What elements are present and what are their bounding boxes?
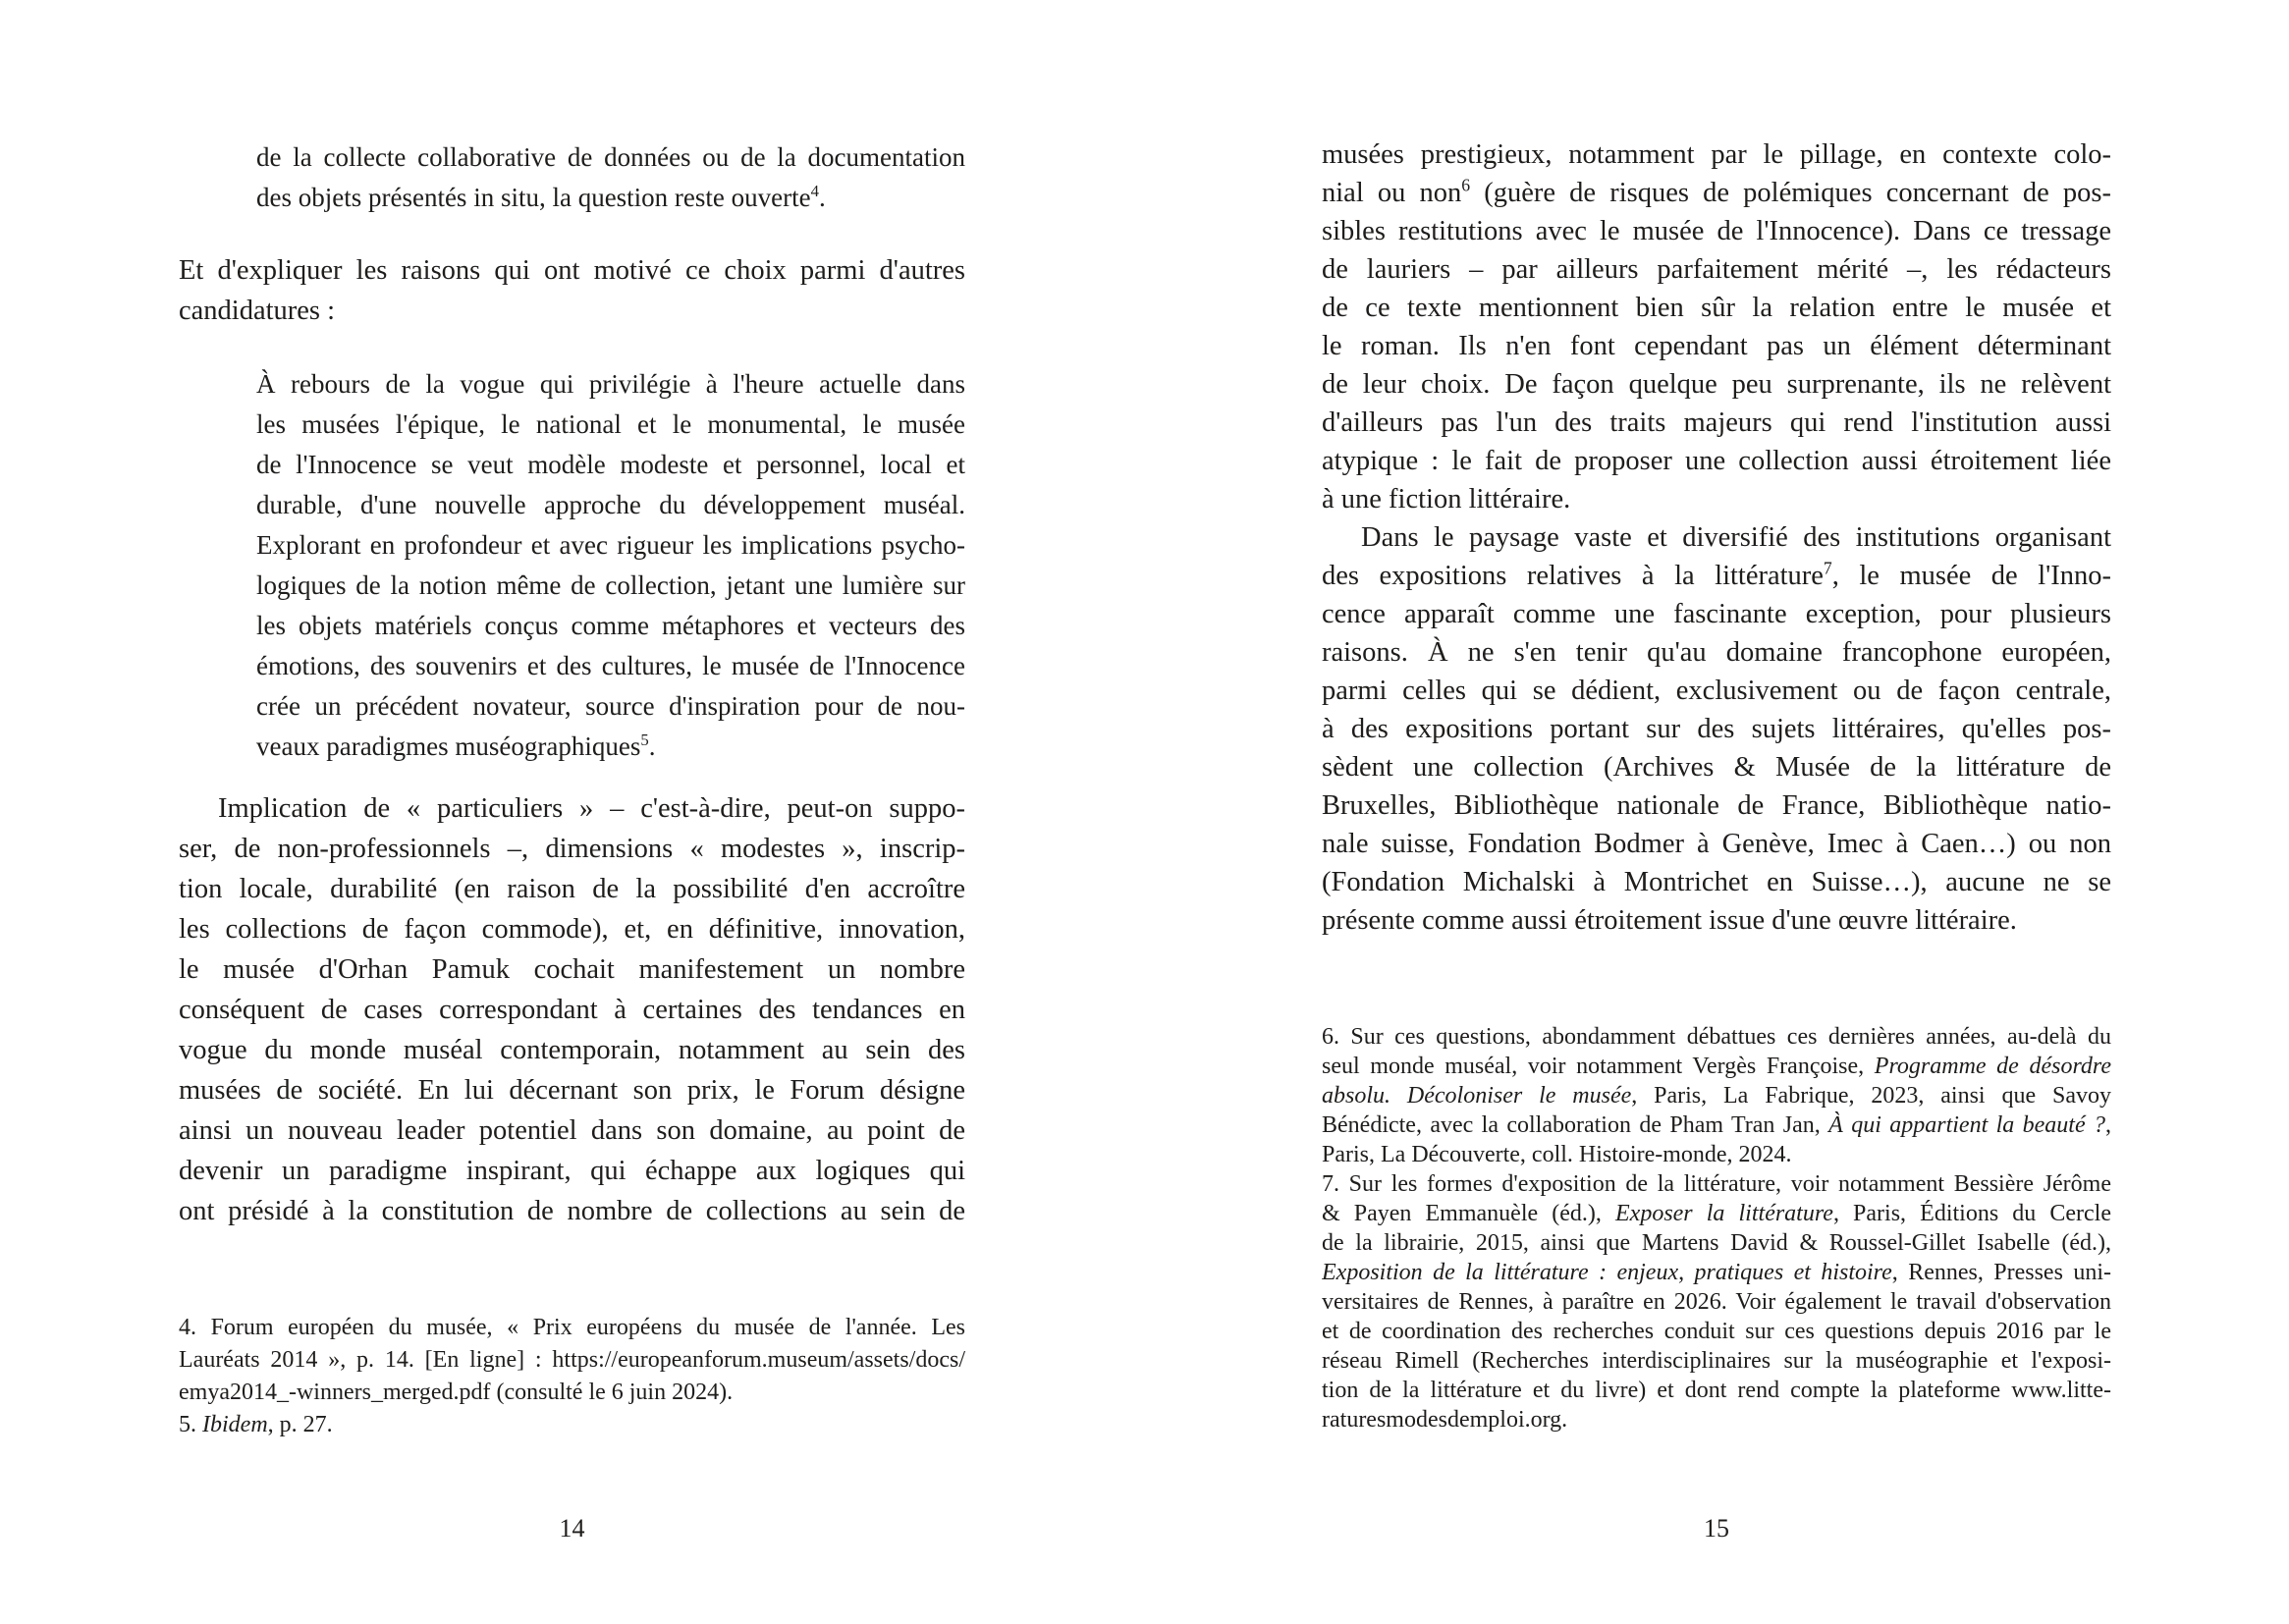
body-paragraph-2: Dans le paysage vaste et diversifié des institutions organisant des expositions relatives à la littérature$^7$, le musée de l'Inno- cence apparaît comme une fascinante exception, pour plusieurs raisons. À ne s'en tenir qu'au domaine francophone européen, parmi celles qui se dédient, exclusivement ou de façon centrale, à des expositions portant sur des sujets littéraires, qu'elles pos- sèdent une collection (Archives & Musée de la littérature de Bruxelles, Bibliothèque nationale de France, Bibliothèque natio- nale suisse, Fondation Bodmer à Genève, Imec à Caen…) ou non (Fondation Michalski à Montrichet en Suisse…), aucune ne se présente comme aussi étroitement issue d'une œuvre littéraire. [1322, 522, 2111, 936]
footnote-4: 4. Forum européen du musée, « Prix européens du musée de l'année. Les Lauréats 2014 », p. 14. [En ligne] : https://europeanforum.museum/assets/docs/ emya2014_-winners_merged.pdf (consulté le 6 juin 2024). [179, 1315, 965, 1405]
body-paragraph: Implication de « particuliers » – c'est-à-dire, peut-on suppo- ser, de non-professionnels –, dimensions « modestes », inscrip- tion locale, durabilité (en raison de la possibilité d'en accroître les collections de façon commode), et, en définitive, innovation, le musée d'Orhan Pamuk cochait manifestement un nombre conséquent de cases correspondant à certaines des tendances en vogue du monde muséal contemporain, notamment au sein des musées de société. En lui décernant son prix, le Forum désigne ainsi un nouveau leader potentiel dans son domaine, au point de devenir un paradigme inspirant, qui échappe aux logiques qui ont présidé à la constitution de nombre de collections au sein de [179, 793, 965, 1226]
blockquote-continuation: de la collecte collaborative de données ou de la documentation des objets présentés in situ, la question reste ouverte$^4$. [256, 142, 965, 212]
footnote-6: 6. Sur ces questions, abondamment débattues ces dernières années, au-delà du seul monde muséal, voir notamment Vergès Françoise, Programme de désordre absolu. Décoloniser le musée, Paris, La Fabrique, 2023, ainsi que Savoy Bénédicte, avec la collaboration de Pham Tran Jan, À qui appartient la beauté ?, Paris, La Découverte, coll. Histoire-monde, 2024. [1322, 1024, 2111, 1167]
page-number-right: 15 [1704, 1514, 1729, 1543]
footnote-5: 5. Ibidem, p. 27. [179, 1412, 333, 1437]
page-number-left: 14 [559, 1514, 585, 1543]
footnote-7: 7. Sur les formes d'exposition de la littérature, voir notamment Bessière Jérôme & Payen Emmanuèle (éd.), Exposer la littérature, Paris, Éditions du Cercle de la librairie, 2015, ainsi que Martens David & Roussel-Gillet Isabelle (éd.), Exposition de la littérature : enjeux, pratiques et histoire, Rennes, Presses uni- versitaires de Rennes, à paraître en 2026. Voir également le travail d'observation et de coordination des recherches conduit sur ces questions depuis 2016 par le réseau Rimell (Recherches interdisciplinaires sur la muséographie et l'exposi- tion de la littérature et du livre) et dont rend compte la plateforme www.litte- raturesmodesdemploi.org. [1322, 1171, 2111, 1433]
block-quote: À rebours de la vogue qui privilégie à l'heure actuelle dans les musées l'épique, le national et le monumental, le musée de l'Innocence se veut modèle modeste et personnel, local et durable, d'une nouvelle approche du développement muséal. Explorant en profondeur et avec rigueur les implications psycho- logiques de la notion même de collection, jetant une lumière sur les objets matériels conçus comme métaphores et vecteurs des émotions, des souvenirs et des cultures, le musée de l'Innocence crée un précédent novateur, source d'inspiration pour de nou- veaux paradigmes muséographiques$^5$. [256, 369, 965, 761]
body-paragraph-continued: musées prestigieux, notamment par le pillage, en contexte colo- nial ou non$^6$ (guère de risques de polémiques concernant de pos- sibles restitutions avec le musée de l'Innocence). Dans ce tressage de lauriers – par ailleurs parfaitement mérité –, les rédacteurs de ce texte mentionnent bien sûr la relation entre le musée et le roman. Ils n'en font cependant pas un élément déterminant de leur choix. De façon quelque peu surprenante, ils ne relèvent d'ailleurs pas l'un des traits majeurs qui rend l'institution aussi atypique : le fait de proposer une collection aussi étroitement liée à une fiction littéraire. [1322, 139, 2111, 514]
intro-paragraph: Et d'expliquer les raisons qui ont motivé ce choix parmi d'autres candidatures : [179, 255, 965, 326]
